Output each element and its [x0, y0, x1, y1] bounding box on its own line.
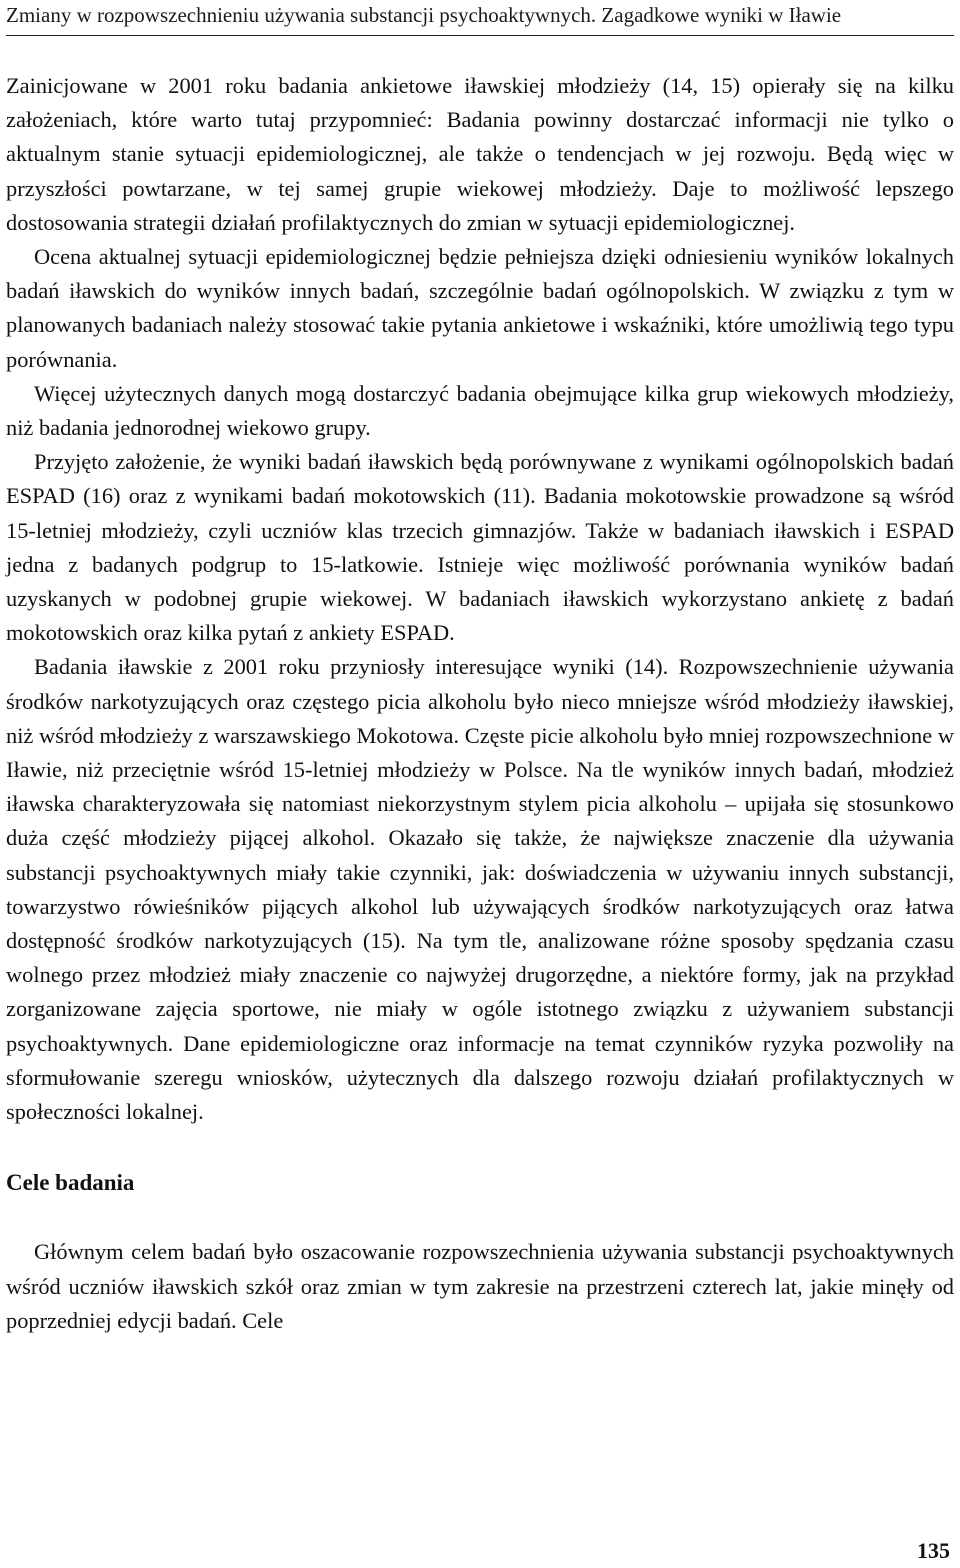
running-head: Zmiany w rozpowszechnieniu używania substancji psychoaktywnych. Zagadkowe wyniki w Iławie: [6, 3, 842, 27]
paragraph-assessment: Ocena aktualnej sytuacji epidemiologicznej będzie pełniejsza dzięki odniesieniu wyników lokalnych badań iławskich do wyników innych badań, szczególnie badań ogólnopolskich. W związku z tym w planowanych badaniach należy stosować takie pytania ankietowe i wskaźniki, które umożliwią tego typu porównania.: [6, 244, 954, 372]
paragraph-goals: Głównym celem badań było oszacowanie rozpowszechnienia używania substancji psychoaktywnych wśród uczniów iławskich szkół oraz zmian w tym zakresie na przestrzeni czterech lat, jakie minęły od poprzedniej edycji badań. Cele: [6, 1239, 954, 1333]
paragraph-age-groups: Więcej użytecznych danych mogą dostarczyć badania obejmujące kilka grup wiekowych młodzieży, niż badania jednorodnej wiekowo grupy.: [6, 380, 954, 441]
section-heading: Cele badania: [6, 1170, 135, 1196]
page-number: 135: [917, 1538, 950, 1563]
paragraph-comparison: Przyjęto założenie, że wyniki badań iławskich będą porównywane z wynikami ogólnopolskich badań ESPAD (16) oraz z wynikami badań mokotowskich (11). Badania mokotowskie prowadzone są wśród 15-letniej młodzieży, czyli uczniów klas trzecich gimnazjów. Także w badaniach iławskich i ESPAD jedna z badanych podgrup to 15-latkowie. Istnieje więc możliwość porównania wyników badań uzyskanych w podobnej grupie wiekowej. W badaniach iławskich wykorzystano ankietę z badań mokotowskich oraz kilka pytań z ankiety ESPAD.: [6, 449, 954, 646]
paragraph-2001-results: Badania iławskie z 2001 roku przyniosły interesujące wyniki (14). Rozpowszechnienie używania środków narkotyzujących oraz częstego picia alkoholu było nieco mniejsze wśród młodzieży iławskiej, niż wśród młodzieży z warszawskiego Mokotowa. Częste picie alkoholu było mniej rozpowszechnione w Iławie, niż przeciętnie wśród 15-letniej młodzieży w Polsce. Na tle wyników innych badań, młodzież iławska charakteryzowała się natomiast niekorzystnym stylem picia alkoholu – upijała się stosunkowo duża część młodzieży pijącej alkohol. Okazało się także, że największe znaczenie dla używania substancji psychoaktywnych miały takie czynniki, jak: doświadczenia w używaniu innych substancji, towarzystwo rówieśników pijących alkohol lub używających środków narkotyzujących oraz łatwa dostępność środków narkotyzujących (15). Na tym tle, analizowane różne sposoby spędzania czasu wolnego przez młodzież miały znaczenie co najwyżej drugorzędne, a niektóre formy, jak na przykład zorganizowane zajęcia sportowe, nie miały w ogóle istotnego związku z używaniem substancji psychoaktywnych. Dane epidemiologiczne oraz informacje na temat czynników ryzyka pozwoliły na sformułowanie szeregu wniosków, użytecznych dla dalszego rozwoju działań profilaktycznych w społeczności lokalnej.: [6, 654, 954, 1125]
header-rule: [6, 35, 954, 36]
article-body: [6, 69, 954, 1338]
paragraph-assumptions: Zainicjowane w 2001 roku badania ankietowe iławskiej młodzieży (14, 15) opierały się na kilku założeniach, które warto tutaj przypomnieć: Badania powinny dostarczać informacji nie tylko o aktualnym stanie sytuacji epidemiologicznej, ale także o tendencjach w jej rozwoju. Będą więc w przyszłości powtarzane, w tej samej grupie wiekowej młodzieży. Daje to możliwość lepszego dostosowania strategii działań profilaktycznych do zmian w sytuacji epidemiologicznej.: [6, 73, 954, 235]
